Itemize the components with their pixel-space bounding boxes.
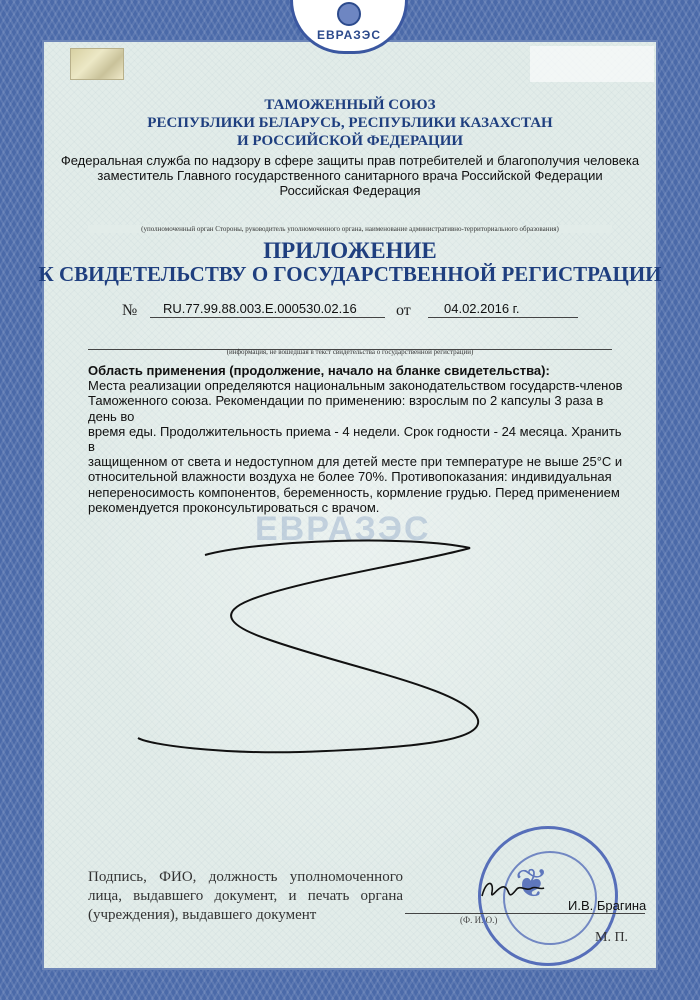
title-line2: К СВИДЕТЕЛЬСТВУ О ГОСУДАРСТВЕННОЙ РЕГИСТРАЦИИ: [38, 262, 662, 286]
signature-line: [405, 913, 645, 914]
body-line: непереносимость компонентов, беременность, кормление грудью. Перед применением: [88, 484, 620, 500]
body-line: время еды. Продолжительность приема - 4 недели. Срок годности - 24 месяца. Хранить в: [88, 423, 622, 455]
body-line: рекомендуется проконсультироваться с врачом.: [88, 499, 380, 515]
registration-date: 04.02.2016 г.: [444, 301, 520, 316]
union-line1: ТАМОЖЕННЫЙ СОЮЗ: [264, 97, 436, 113]
body-line: Таможенного союза. Рекомендации по применению: взрослым по 2 капсулы 3 раза в день во: [88, 393, 604, 424]
signer-name: И.В. Брагина: [568, 898, 647, 913]
authority-line3: Российская Федерация: [279, 183, 421, 198]
authority-line2: заместитель Главного государственного санитарного врача Российской Федерации: [97, 168, 603, 183]
info-caption: (информация, не вошедшая в текст свидетельства о государственной регистрации): [226, 348, 474, 356]
registration-number: RU.77.99.88.003.E.000530.02.16: [163, 301, 357, 316]
emblem-label: ЕВРАЗЭС: [316, 28, 381, 42]
body-heading: Область применения (продолжение, начало на бланке свидетельства):: [88, 363, 550, 378]
fio-caption: (Ф. И. О.): [460, 915, 498, 925]
authority-line1: Федеральная служба по надзору в сфере защиты прав потребителей и благополучия человека: [60, 153, 640, 168]
date-label: от: [396, 302, 411, 319]
stamp-place-label: М. П.: [595, 930, 629, 945]
union-line3: И РОССИЙСКОЙ ФЕДЕРАЦИИ: [236, 133, 464, 149]
body-line: защищенном от света и недоступном для детей месте при температуре не выше 25°С и: [88, 454, 623, 470]
eagle-icon: ❦: [515, 861, 549, 907]
authority-caption: (уполномоченный орган Стороны, руководитель уполномоченного органа, наименование административно-территориального образования): [88, 225, 612, 233]
handwritten-signature: [470, 870, 550, 910]
evrazes-watermark: ЕВРАЗЭС: [255, 510, 431, 548]
body-line: Места реализации определяются национальным законодательством государств-членов: [88, 378, 623, 394]
union-line2: РЕСПУБЛИКИ БЕЛАРУСЬ, РЕСПУБЛИКИ КАЗАХСТАН: [147, 115, 553, 131]
signature-caption: Подпись, ФИО, должность уполномоченного лица, выдавшего документ, и печать органа (учреждения), выдавшего документ: [88, 869, 403, 923]
title-line1: ПРИЛОЖЕНИЕ: [263, 238, 437, 263]
number-label: №: [122, 302, 138, 319]
body-line: относительной влажности воздуха не более 70%. Противопоказания: индивидуальная: [88, 469, 612, 485]
